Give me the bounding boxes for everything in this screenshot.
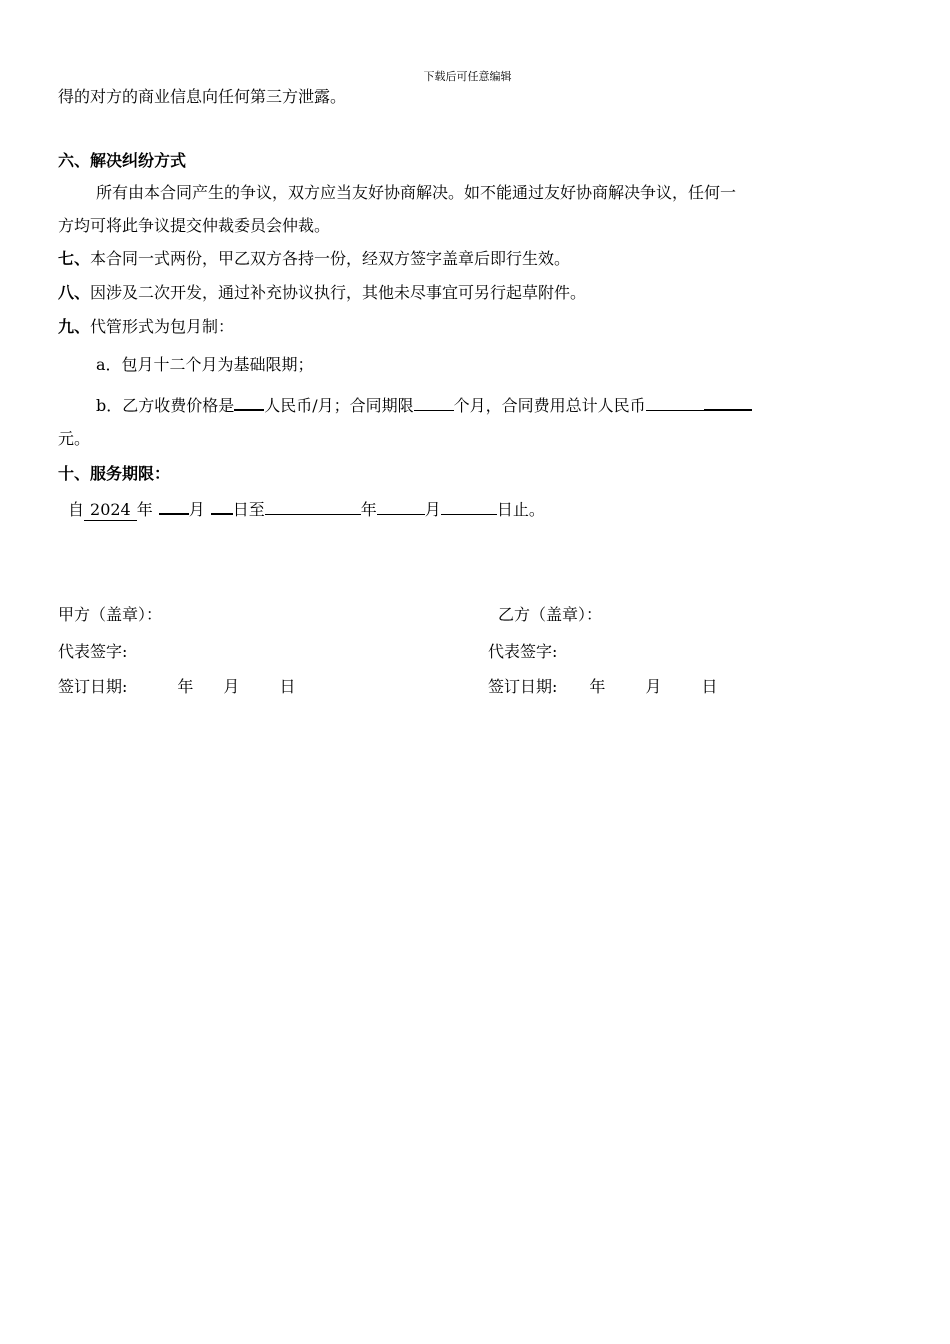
section-6-paragraph-line-2: 方均可将此争议提交仲裁委员会仲裁。 xyxy=(58,216,331,235)
price-blank[interactable] xyxy=(234,392,264,411)
section-6-title: 六、解决纠纷方式 xyxy=(58,151,187,170)
start-day-blank[interactable] xyxy=(211,496,233,515)
total-fee-blank-1[interactable] xyxy=(646,393,704,411)
section-9-item-b-end: 元。 xyxy=(58,429,91,448)
party-b-representative: 代表签字: xyxy=(488,642,558,661)
party-b-month-label: 月 xyxy=(645,677,662,696)
period-end-label: 日止。 xyxy=(496,500,545,519)
total-fee-blank-2[interactable] xyxy=(704,392,752,411)
section-9-item-b xyxy=(96,392,752,417)
period-day-to-label: 日至 xyxy=(232,500,265,519)
end-year-blank[interactable] xyxy=(265,497,361,515)
service-period xyxy=(68,496,545,521)
continued-text: 得的对方的商业信息向任何第三方泄露。 xyxy=(58,87,347,106)
item-b-part-2: 人民币/月；合同期限 xyxy=(264,396,414,415)
period-month-label: 月 xyxy=(188,500,205,519)
header-note: 下载后可任意编辑 xyxy=(423,70,512,83)
party-a-date-label: 签订日期: xyxy=(58,677,128,696)
party-a-representative: 代表签字: xyxy=(58,642,128,661)
section-9-item-a: a．包月十二个月为基础限期； xyxy=(96,355,314,374)
item-b-part-1: b．乙方收费价格是 xyxy=(96,396,235,415)
term-months-blank[interactable] xyxy=(414,393,454,411)
section-7 xyxy=(58,248,570,270)
party-a-day-label: 日 xyxy=(279,677,296,696)
start-year-value[interactable]: 2024 xyxy=(84,500,137,521)
section-8-number: 八、 xyxy=(58,283,91,302)
party-a-seal: 甲方（盖章）： xyxy=(58,605,163,624)
section-10-title: 十、服务期限： xyxy=(58,464,171,483)
end-day-blank[interactable] xyxy=(441,497,497,515)
party-a-year-label: 年 xyxy=(177,677,194,696)
party-a-month-label: 月 xyxy=(223,677,240,696)
section-7-number: 七、 xyxy=(58,249,91,268)
section-7-text: 本合同一式两份，甲乙双方各持一份，经双方签字盖章后即行生效。 xyxy=(90,249,571,268)
party-b-year-label: 年 xyxy=(589,677,606,696)
end-month-blank[interactable] xyxy=(377,497,425,515)
start-month-blank[interactable] xyxy=(159,496,189,515)
section-8 xyxy=(58,282,586,304)
party-b-day-label: 日 xyxy=(701,677,718,696)
party-a-date xyxy=(58,676,295,698)
section-6-paragraph-line-1: 所有由本合同产生的争议，双方应当友好协商解决。如不能通过友好协商解决争议，任何一 xyxy=(96,183,737,202)
section-8-text: 因涉及二次开发，通过补充协议执行，其他未尽事宜可另行起草附件。 xyxy=(90,283,587,302)
section-9-text: 代管形式为包月制： xyxy=(90,317,235,336)
period-from: 自 xyxy=(68,500,85,519)
section-9 xyxy=(58,316,234,338)
party-b-date xyxy=(488,676,717,698)
period-month2-label: 月 xyxy=(424,500,441,519)
period-year-label: 年 xyxy=(136,500,153,519)
period-year2-label: 年 xyxy=(360,500,377,519)
section-9-number: 九、 xyxy=(58,317,91,336)
item-b-part-3: 个月，合同费用总计人民币 xyxy=(453,396,646,415)
party-b-seal: 乙方（盖章）： xyxy=(498,605,603,624)
party-b-date-label: 签订日期: xyxy=(488,677,558,696)
